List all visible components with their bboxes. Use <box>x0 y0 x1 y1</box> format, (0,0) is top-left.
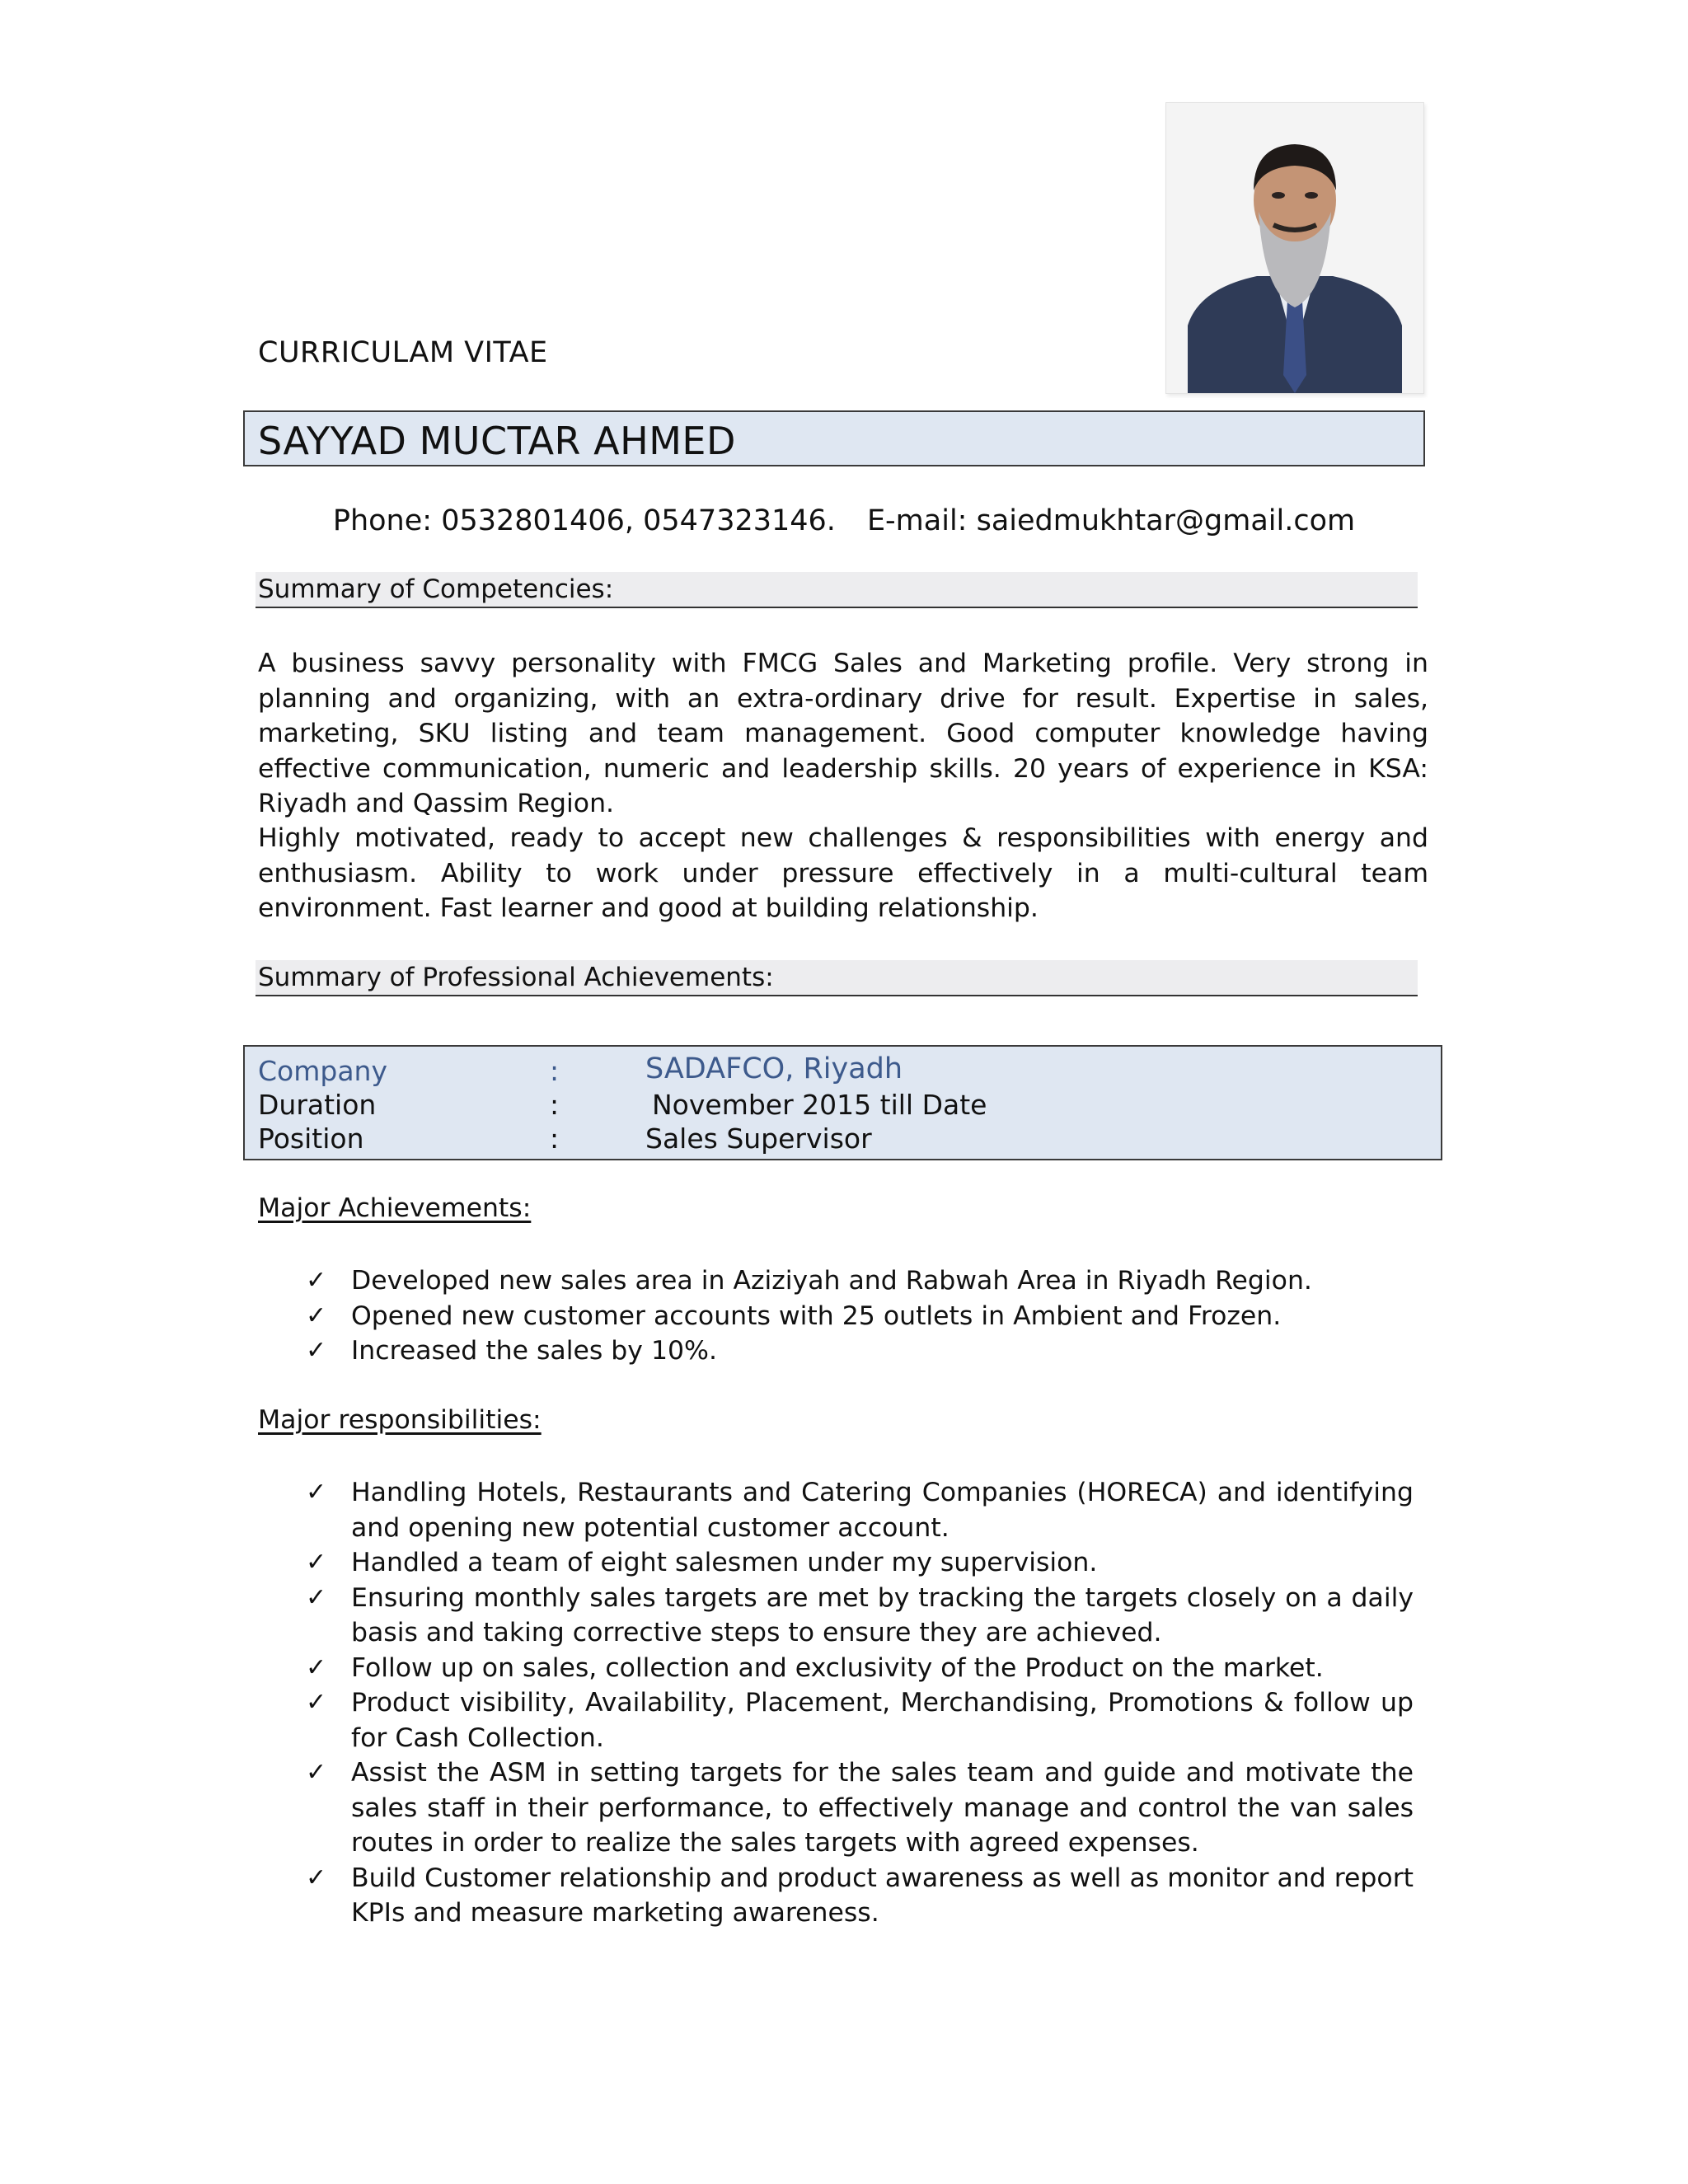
list-item: ✓ Increased the sales by 10%. <box>258 1333 1414 1369</box>
achievements-heading-bar <box>256 960 1418 996</box>
list-item: ✓ Build Customer relationship and product awareness as well as monitor and report KPIs and measure marketing awareness. <box>258 1861 1414 1931</box>
competencies-heading: Summary of Competencies: <box>258 574 614 604</box>
list-item: ✓ Follow up on sales, collection and exclusivity of the Product on the market. <box>258 1651 1414 1686</box>
checkmark-icon: ✓ <box>306 1688 327 1717</box>
checkmark-icon: ✓ <box>306 1266 327 1295</box>
list-item: ✓ Opened new customer accounts with 25 outlets in Ambient and Frozen. <box>258 1299 1414 1334</box>
job-details-box <box>243 1045 1442 1160</box>
achievements-list <box>258 1263 1414 1369</box>
list-item: ✓ Handled a team of eight salesmen under my supervision. <box>258 1545 1414 1581</box>
competencies-paragraph-2: Highly motivated, ready to accept new challenges & responsibilities with energy and enthusiasm. Ability to work under pressure effectively in a multi-cultural team environment. Fast learner and good at building relationship. <box>258 823 1428 923</box>
company-label: Company <box>258 1055 387 1087</box>
list-item: ✓ Product visibility, Availability, Placement, Merchandising, Promotions & follow up for Cash Collection. <box>258 1685 1414 1755</box>
phone-numbers: Phone: 0532801406, 0547323146. <box>332 504 836 537</box>
major-achievements-heading: Major Achievements: <box>258 1193 532 1223</box>
competencies-heading-bar <box>256 572 1418 608</box>
major-responsibilities-heading: Major responsibilities: <box>258 1405 542 1435</box>
email-address: E-mail: saiedmukhtar@gmail.com <box>866 504 1356 537</box>
checkmark-icon: ✓ <box>306 1758 327 1787</box>
competencies-paragraph-1: A business savvy personality with FMCG Sales and Marketing profile. Very strong in planning and organizing, with an extra-ordinary drive for result. Expertise in sales, marketing, SKU listing and team management. Good computer knowledge having effective communication, numeric and leadership skills. 20 years of experience in KSA: Riyadh and Qassim Region. <box>258 649 1428 818</box>
company-row <box>258 1052 1412 1090</box>
checkmark-icon: ✓ <box>306 1301 327 1330</box>
checkmark-icon: ✓ <box>306 1336 327 1365</box>
cv-title: CURRICULAM VITAE <box>258 336 548 369</box>
position-row <box>258 1122 1412 1157</box>
list-item: ✓ Handling Hotels, Restaurants and Catering Companies (HORECA) and identifying and opening new potential customer account. <box>258 1475 1414 1545</box>
duration-row <box>258 1089 1412 1123</box>
responsibilities-list <box>258 1475 1414 1931</box>
duration-separator: : <box>550 1089 560 1121</box>
duration-value: November 2015 till Date <box>652 1089 987 1121</box>
company-value: SADAFCO, Riyadh <box>645 1052 903 1085</box>
company-separator: : <box>550 1055 560 1087</box>
full-name: SAYYAD MUCTAR AHMED <box>258 419 736 463</box>
checkmark-icon: ✓ <box>306 1548 327 1577</box>
achievements-heading: Summary of Professional Achievements: <box>258 963 774 992</box>
list-item: ✓ Assist the ASM in setting targets for the sales team and guide and motivate the sales staff in their performance, to effectively manage and control the van sales routes in order to realize the sales targets with agreed expenses. <box>258 1755 1414 1861</box>
duration-label: Duration <box>258 1089 377 1121</box>
position-label: Position <box>258 1122 364 1155</box>
list-item: ✓ Ensuring monthly sales targets are met by tracking the targets closely on a daily basis and taking corrective steps to ensure they are achieved. <box>258 1581 1414 1651</box>
checkmark-icon: ✓ <box>306 1863 327 1892</box>
profile-photo <box>1165 102 1424 394</box>
name-banner <box>243 410 1425 466</box>
position-separator: : <box>550 1122 560 1155</box>
contact-line <box>0 504 1688 537</box>
checkmark-icon: ✓ <box>306 1582 327 1612</box>
checkmark-icon: ✓ <box>306 1478 327 1507</box>
list-item: ✓ Developed new sales area in Aziziyah and Rabwah Area in Riyadh Region. <box>258 1263 1414 1299</box>
position-value: Sales Supervisor <box>645 1122 872 1155</box>
checkmark-icon: ✓ <box>306 1652 327 1682</box>
